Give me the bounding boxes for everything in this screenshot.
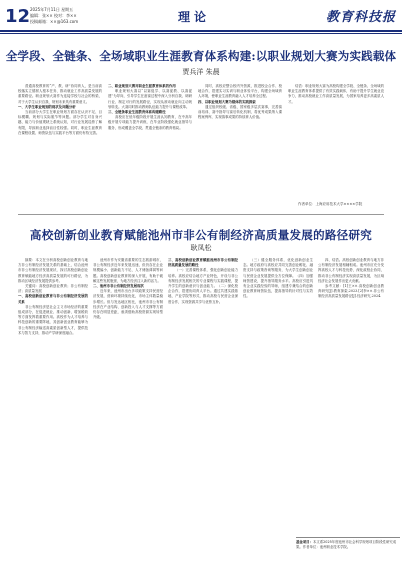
article1-credit: 作者单位：上海应用技术大学××××学院 xyxy=(298,202,363,206)
article2-column-1 xyxy=(18,258,88,568)
article2-keywords: 关键词：高校创新创业教育；非公有制经济；高质量发展 xyxy=(18,284,88,294)
funding-note-text: 本文系2025年度池州市社会科学规划项目阶段性研究成果。作者单位：池州职业技术学院。 xyxy=(296,540,397,549)
article-divider xyxy=(18,214,384,215)
article1-subheading: 二、职业规划大赛对职业生涯教育体系的作用 xyxy=(108,84,176,88)
article1-paragraph: 同时，高校应整合校内外资源，推进校企合作、校地合作，搭建实习实训与职业体验平台，构建全场域育人环境，使职业生涯教育融入人才培养全过程。 xyxy=(198,84,282,99)
article2-subheading: 二、池州市非公有制经济发展现状 xyxy=(93,284,144,289)
article2-paragraph: 池州市作为安徽省重要的生态旅游城市，非公有制经济近年来发展迅速，但仍存在企业规模偏小、创新能力不足、人才储备薄弱等问题。高校创新创业教育的深入开展，有助于破解这些发展瓶颈，为地方经济注入新的活力。 xyxy=(93,258,163,283)
article1-subheading: 三、全链条职业生涯教育体系构建路径 xyxy=(108,110,166,115)
article1-paragraph: 职业规划大赛以“以赛促学、以赛促教、以赛促建”为导向，引导学生在备赛过程中深入分析自我、调研行业、制定可行的发展路径，实现从被动就业向主动规划转变。大赛同时推动教师队伍能力提升与课程改革。 xyxy=(108,89,192,109)
masthead-rule xyxy=(0,30,402,32)
article2-references: 参考文献：[1]王××.高校创新创业教育研究[J].教育探索,2023.[2]李××.非公有制经济高质量发展路径[J].经济研究,2024. xyxy=(318,284,384,299)
article1-subheading: 一、大学生职业规划的现状及问题分析 xyxy=(18,104,76,109)
article1-title: 全学段、全链条、全场域职业生涯教育体系构建:以职业规划大赛为实践载体 xyxy=(5,49,397,63)
article1-column-3 xyxy=(198,84,282,202)
article2-column-3 xyxy=(168,258,238,568)
article2-paragraph: 近年来，池州市出台多项政策支持民营经济发展，营商环境持续优化，市场主体数量稳步增长。但与发达地区相比，池州市非公有制经济在产业结构、创新投入与人才支撑等方面仍存在明显差距，亟须借助高校资源实现转型升级。 xyxy=(93,289,163,320)
article1-paragraph: 结语：职业规划大赛为高校构建全学段、全链条、全场域的职业生涯教育体系提供了有效实践载体，有助于提升学生就业竞争力，推动高校就业工作高质量发展，为国家培养更多高素质人才。 xyxy=(288,84,384,104)
funding-note-label: 基金项目： xyxy=(296,540,313,544)
date-line: 2025年7月11日 星期五 xyxy=(30,7,74,12)
article2-paragraph: （三）健全服务体系，优化创新创业生态。地方政府与高校应共同完善创业孵化、融资支持与政策咨询等服务，为大学生创新创业与民营企业发展提供全方位保障。（四）加强师资建设，提升指导服务水平。高校应引进具有企业实践经验的导师，组建专兼结合的创新创业教育师资队伍，提高指导的针对性与实效性。 xyxy=(243,258,313,299)
article1-paragraph: 普通高校教育的“产、教、研”协同育人，是当前高校落实立德树人根本任务、推动就业工作高质量发展的重要路径。职业规划大赛作为连接学校与社会的桥梁，对于大学生认识自我、规划未来具有重要意义。 xyxy=(18,84,102,104)
article2-subheading: 一、高校创新创业教育与非公有制经济发展的关系 xyxy=(18,294,88,304)
article2-byline: 耿凤松 xyxy=(190,244,212,252)
article2-abstract: 摘要：本文在分析高校创新创业教育与地方非公有制经济发展关系的基础上，结合池州市非公有制经济发展现状，探讨高校创新创业教育赋能地方经济高质量发展的可行路径，为推动区域经济发展提供参考。 xyxy=(18,258,88,283)
page-number: 12 xyxy=(5,6,31,27)
article1-column-2 xyxy=(108,84,192,202)
newspaper-logo: 教育科技报 xyxy=(325,10,396,25)
editor-line: 编辑：张×× 校对：李×× xyxy=(30,13,77,18)
article2-column-5 xyxy=(318,258,384,534)
article1-paragraph: 通过组织校级、省级、国家级多层次赛事，完善赛前培训、赛中指导与赛后转化机制，将优秀成果纳入课程案例库，实现赛事成果的持续育人价值。 xyxy=(198,104,282,120)
article1-column-4 xyxy=(288,84,384,196)
article1-paragraph: 当前部分大学生在职业规划方面存在认识不足、目标模糊、规划与实际脱节等问题。部分学生对自身兴趣、能力与价值观缺乏系统认知，对行业发展趋势了解有限，导致职业选择盲目性较强。同时，职业生涯教育在课程设置、师资队伍与实践平台等方面仍有待完善。 xyxy=(18,110,102,135)
article2-paragraph: 四、结语。高校创新创业教育与地方非公有制经济发展相辅相成。池州市应充分发挥高校人才与科技优势，深化政校企协同，推动非公有制经济实现高质量发展，为区域经济社会发展作出更大贡献。 xyxy=(318,258,384,283)
issue-meta xyxy=(30,7,78,25)
article1-column-1 xyxy=(18,84,102,202)
article2-paragraph: 非公有制经济是社会主义市场经济的重要组成部分，在促进就业、推动创新、增加税收等方面发挥着重要作用。高校作为人才培养与科技创新的重要阵地，其创新创业教育能够为非公有制经济输送高素质创新型人才，提供技术与智力支持，推动产学研深度融合。 xyxy=(18,304,88,335)
article1-subheading: 四、以职业规划大赛为载体的实践探索 xyxy=(198,99,256,104)
article1-paragraph: 高校应在低年级阶段开展生涯认知教育，在中高年级开展专项能力提升训练，在毕业阶段强化就业指导与服务，形成覆盖全学段、贯通全链条的教育格局。 xyxy=(108,115,192,130)
masthead xyxy=(0,0,402,40)
funding-note xyxy=(296,537,400,574)
email-line: 投稿邮箱：××@163.com xyxy=(30,19,79,24)
article2-subheading: 三、高校创新创业教育赋能池州市非公有制经济高质量发展的路径 xyxy=(168,258,238,268)
masthead-rule-thin xyxy=(0,33,402,34)
article2-column-4 xyxy=(243,258,313,568)
article2-title: 高校创新创业教育赋能池州市非公有制经济高质量发展的路径研究 xyxy=(29,228,373,242)
section-title: 理论 xyxy=(178,10,211,24)
article2-column-2 xyxy=(93,258,163,568)
article1-byline: 贾兵洋 朱晨 xyxy=(182,68,220,76)
article2-paragraph: （一）完善课程体系，强化创新创业能力培养。高校应结合地方产业特色，开设与非公有制经济发展相关的专业课程与实践课程，提升学生的创新意识与创业能力。（二）深化校企合作，搭建协同育人平台。通过共建实践基地、产业学院等形式，推动高校与民营企业深度合作，实现资源共享与优势互补。 xyxy=(168,268,238,304)
